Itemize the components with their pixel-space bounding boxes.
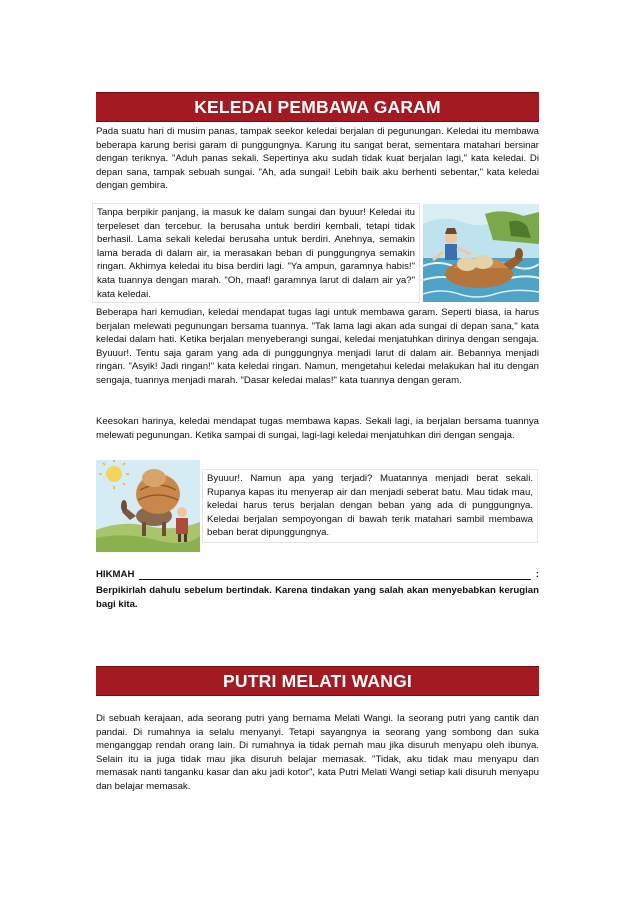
hikmah-underline <box>139 579 531 580</box>
story-title-banner: PUTRI MELATI WANGI <box>96 666 539 696</box>
hikmah-text: Berpikirlah dahulu sebelum bertindak. Karena tindakan yang salah akan menyebabkan kerugian bagi kita. <box>96 585 539 610</box>
donkey-carrying-cotton-illustration <box>96 460 200 552</box>
paragraph-box: Byuuur!. Namun apa yang terjadi? Muatannya menjadi berat sekali. Rupanya kapas itu menyerap air dan menjadi seberat batu. Mau tidak mau, keledai harus terus berjalan dengan beban yang ada di punggungnya. Keledai berjalan sempoyongan di bawah terik matahari sambil membawa beban berat dipunggungnya. <box>202 469 538 543</box>
paragraph-box: Tanpa berpikir panjang, ia masuk ke dalam sungai dan byuur! Keledai itu terpeleset dan tercebur. Ia berusaha untuk berdiri kembali, tetapi tidak berhasil. Lama sekali keledai berusaha untuk berdiri. Anehnya, semakin lama berada di dalam air, ia merasakan beban di punggungnya semakin ringan. Akhirnya keledai itu bisa berdiri lagi. "Ya ampun, garamnya habis!" kata tuannya dengan marah. "Oh, maaf! garamnya larut di dalam air ya?" kata keledai. <box>92 203 420 303</box>
hikmah-label: HIKMAH <box>96 569 135 580</box>
paragraph: Keesokan harinya, keledai mendapat tugas membawa kapas. Sekali lagi, ia berjalan bersama tuannya melewati pegunungan. Ketika sampai di sungai, lagi-lagi keledai menjatuhkan diri dengan sengaja. <box>96 416 539 441</box>
donkey-in-river-illustration <box>423 204 539 302</box>
paragraph: Pada suatu hari di musim panas, tampak seekor keledai berjalan di pegunungan. Keledai itu membawa beberapa karung berisi garam di punggungnya. Karung itu sangat berat, sementara matahari bersinar dengan teriknya. "Aduh panas sekali. Sepertinya aku sudah tidak kuat berjalan lagi," kata keledai. Di depan sana, tampak sebuah sungai. "Ah, ada sungai! Lebih baik aku berhenti sebentar," kata keledai dengan gembira. <box>96 126 539 192</box>
hikmah-heading <box>96 568 539 582</box>
paragraph: Di sebuah kerajaan, ada seorang putri yang bernama Melati Wangi. Ia seorang putri yang cantik dan pandai. Di rumahnya ia selalu menyanyi. Tetapi sayangnya ia seorang yang sombong dan suka menganggap rendah orang lain. Di rumahnya ia tidak pernah mau jika disuruh menyapu oleh ibunya. Selain itu ia juga tidak mau jika disuruh belajar memasak. "Tidak, aku tidak mau menyapu dan memasak nanti tanganku kasar dan aku jadi kotor", kata Putri Melati Wangi setiap kali disuruh menyapu dan belajar memasak. <box>96 713 539 792</box>
hikmah-colon: : <box>535 569 539 580</box>
story-title-banner: KELEDAI PEMBAWA GARAM <box>96 92 539 122</box>
paragraph: Beberapa hari kemudian, keledai mendapat tugas lagi untuk membawa garam. Seperti biasa, ia harus berjalan melewati pegunungan bersama tuannya. "Tak lama lagi akan ada sungai di depan sana," kata keledai dalam hati. Ketika berjalan menyeberangi sungai, keledai menjatuhkan dirinya dengan sengaja. Byuuur!. Tentu saja garam yang ada di punggungnya menjadi larut di dalam air. Bebannya menjadi ringan. "Asyik! Jadi ringan!" kata keledai ringan. Namun, mengetahui keledai melakukan hal itu dengan sengaja, tuannya menjadi marah. "Dasar keledai malas!" kata tuannya dengan geram. <box>96 307 539 386</box>
